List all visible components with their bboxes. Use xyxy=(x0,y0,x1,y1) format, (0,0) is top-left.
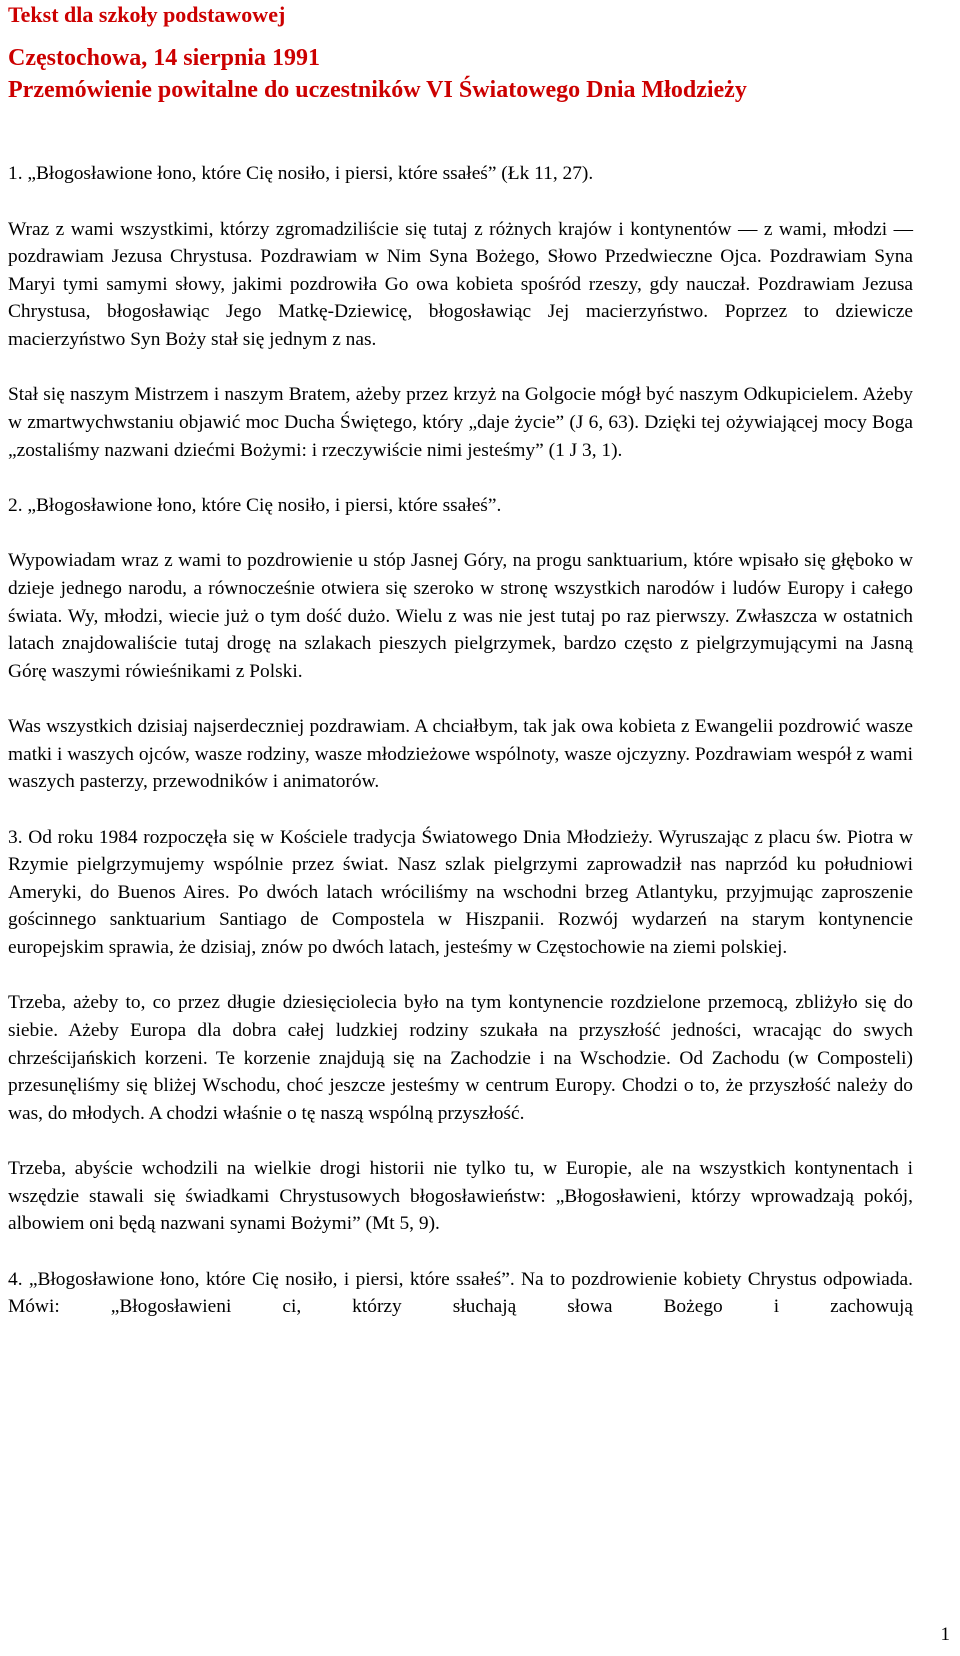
paragraph: Was wszystkich dzisiaj najserdeczniej pozdrawiam. A chciałbym, tak jak owa kobieta z Ewangelii pozdrowić wasze matki i waszych ojców, wasze rodziny, wasze młodzieżowe wspólnoty, wasze ojczyzny. Pozdrawiam wespół z wami waszych pasterzy, przewodników i animatorów. xyxy=(8,716,913,793)
document-title: Częstochowa, 14 sierpnia 1991 Przemówienie powitalne do uczestników VI Światowego Dnia Młodzieży xyxy=(8,45,747,103)
page-number: 1 xyxy=(940,1624,950,1645)
paragraph: 4. „Błogosławione łono, które Cię nosiło, i piersi, które ssałeś”. Na to pozdrowienie kobiety Chrystus odpowiada. Mówi: „Błogosławieni ci, którzy słuchają słowa Bożego i zachowują xyxy=(8,1268,913,1318)
document-label: Tekst dla szkoły podstawowej xyxy=(8,2,286,27)
paragraph: Trzeba, abyście wchodzili na wielkie drogi historii nie tylko tu, w Europie, ale na wszystkich kontynentach i wszędzie stawali się świadkami Chrystusowych błogosławieństw: „Błogosławieni, którzy wprowadzają pokój, albowiem oni będą nazwani synami Bożymi” (Mt 5, 9). xyxy=(8,1158,913,1235)
paragraph: Wraz z wami wszystkimi, którzy zgromadziliście się tutaj z różnych krajów i kontynentów — z wami, młodzi — pozdrawiam Jezusa Chrystusa. Pozdrawiam w Nim Syna Bożego, Słowo Przedwieczne Ojca. Pozdrawiam Syna Maryi tymi samymi słowy, jakimi pozdrowiła Go owa kobieta spośród rzeszy, gdy nauczał. Pozdrawiam Jezusa Chrystusa, błogosławiąc Jego Matkę-Dziewicę, błogosławiąc Jej macierzyństwo. Poprzez to dziewicze macierzyństwo Syn Boży stał się jednym z nas. xyxy=(8,218,913,350)
paragraph: 2. „Błogosławione łono, które Cię nosiło, i piersi, które ssałeś”. xyxy=(8,494,502,516)
paragraph: Stał się naszym Mistrzem i naszym Bratem, ażeby przez krzyż na Golgocie mógł być naszym Odkupicielem. Ażeby w zmartwychwstaniu objawić moc Ducha Świętego, który „daje życie” (J 6, 63). Dzięki tej ożywiającej mocy Boga „zostaliśmy nazwani dziećmi Bożymi: i rzeczywiście nimi jesteśmy” (1 J 3, 1). xyxy=(8,384,913,461)
paragraph: Wypowiadam wraz z wami to pozdrowienie u stóp Jasnej Góry, na progu sanktuarium, które wpisało się głęboko w dzieje jednego narodu, a równocześnie otwiera się szeroko w stronę wszystkich narodów i ludów Europy i całego świata. Wy, młodzi, wiecie już o tym dość dużo. Wielu z was nie jest tutaj po raz pierwszy. Zwłaszcza w ostatnich latach znajdowaliście tutaj drogę na szlakach pieszych pielgrzymek, bardzo często z pielgrzymującymi na Jasną Górę waszymi rówieśnikami z Polski. xyxy=(8,550,913,682)
paragraph: 1. „Błogosławione łono, które Cię nosiło, i piersi, które ssałeś” (Łk 11, 27). xyxy=(8,163,594,184)
paragraph: 3. Od roku 1984 rozpoczęła się w Kościele tradycja Światowego Dnia Młodzieży. Wyruszając z placu św. Piotra w Rzymie pielgrzymujemy wspólnie przez świat. Nasz szlak pielgrzymi zaprowadził nas naprzód ku południowi Ameryki, do Buenos Aires. Po dwóch latach wróciliśmy na wschodni brzeg Atlantyku, przyjmując zaproszenie gościnnego sanktuarium Santiago de Compostela w Hiszpanii. Rozwój wydarzeń na starym kontynencie europejskim sprawia, że dzisiaj, znów po dwóch latach, jesteśmy w Częstochowie na ziemi polskiej. xyxy=(8,826,913,959)
paragraph: Trzeba, ażeby to, co przez długie dziesięciolecia było na tym kontynencie rozdzielone przemocą, zbliżyło się do siebie. Ażeby Europa dla dobra całej ludzkiej rodziny szukała na przyszłość jedności, wracając do swych chrześcijańskich korzeni. Te korzenie znajdują się na Zachodzie i na Wschodzie. Od Zachodu (w Composteli) przesunęliśmy się bliżej Wschodu, choć jeszcze jesteśmy w centrum Europy. Chodzi o to, że przyszłość należy do was, do młodych. A chodzi właśnie o tę naszą wspólną przyszłość. xyxy=(8,992,913,1124)
document-body xyxy=(8,160,913,1349)
